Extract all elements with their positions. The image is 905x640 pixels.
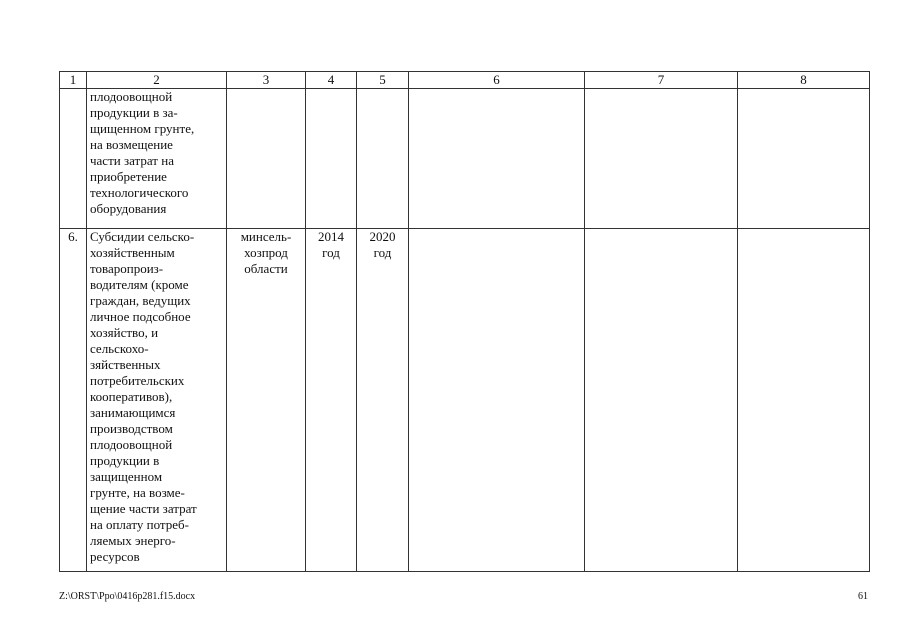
row-number-cell: 6. bbox=[60, 229, 87, 572]
row-number-cell bbox=[60, 89, 87, 229]
start-year-cell bbox=[306, 89, 357, 229]
column-7-cell bbox=[585, 89, 738, 229]
column-8-cell bbox=[738, 89, 870, 229]
measure-name-cell: Субсидии сельско- хозяйственным товарoпроиз- водителям (кроме граждан, ведущих личное подсобное хозяйство, и сельскохо- зяйственных потребительских кооперативов), занимающимся производством плодоовощной продукции в защищенном грунте, на возме- щение части затрат на оплату потреб- ляемых энерго- ресурсов bbox=[87, 229, 227, 572]
end-year-cell: 2020 год bbox=[357, 229, 409, 572]
column-header: 1 bbox=[60, 72, 87, 89]
column-6-cell bbox=[409, 229, 585, 572]
footer-file-path: Z:\ORST\Ppo\0416p281.f15.docx bbox=[59, 591, 196, 602]
end-year-cell bbox=[357, 89, 409, 229]
table-header-row bbox=[60, 72, 870, 89]
column-8-cell bbox=[738, 229, 870, 572]
column-7-cell bbox=[585, 229, 738, 572]
column-header: 2 bbox=[87, 72, 227, 89]
footer-page-number: 61 bbox=[858, 591, 868, 602]
column-header: 7 bbox=[585, 72, 738, 89]
column-header: 3 bbox=[227, 72, 306, 89]
column-header: 6 bbox=[409, 72, 585, 89]
column-header: 8 bbox=[738, 72, 870, 89]
column-header: 4 bbox=[306, 72, 357, 89]
table-row bbox=[60, 89, 870, 229]
executor-cell bbox=[227, 89, 306, 229]
program-table bbox=[59, 71, 870, 572]
executor-cell: минсель- хозпрод области bbox=[227, 229, 306, 572]
measure-name-cell: плодоовощной продукции в за- щищенном грунте, на возмещение части затрат на приобретение технологического оборудования bbox=[87, 89, 227, 229]
start-year-cell: 2014 год bbox=[306, 229, 357, 572]
column-header: 5 bbox=[357, 72, 409, 89]
column-6-cell bbox=[409, 89, 585, 229]
table-row bbox=[60, 229, 870, 572]
